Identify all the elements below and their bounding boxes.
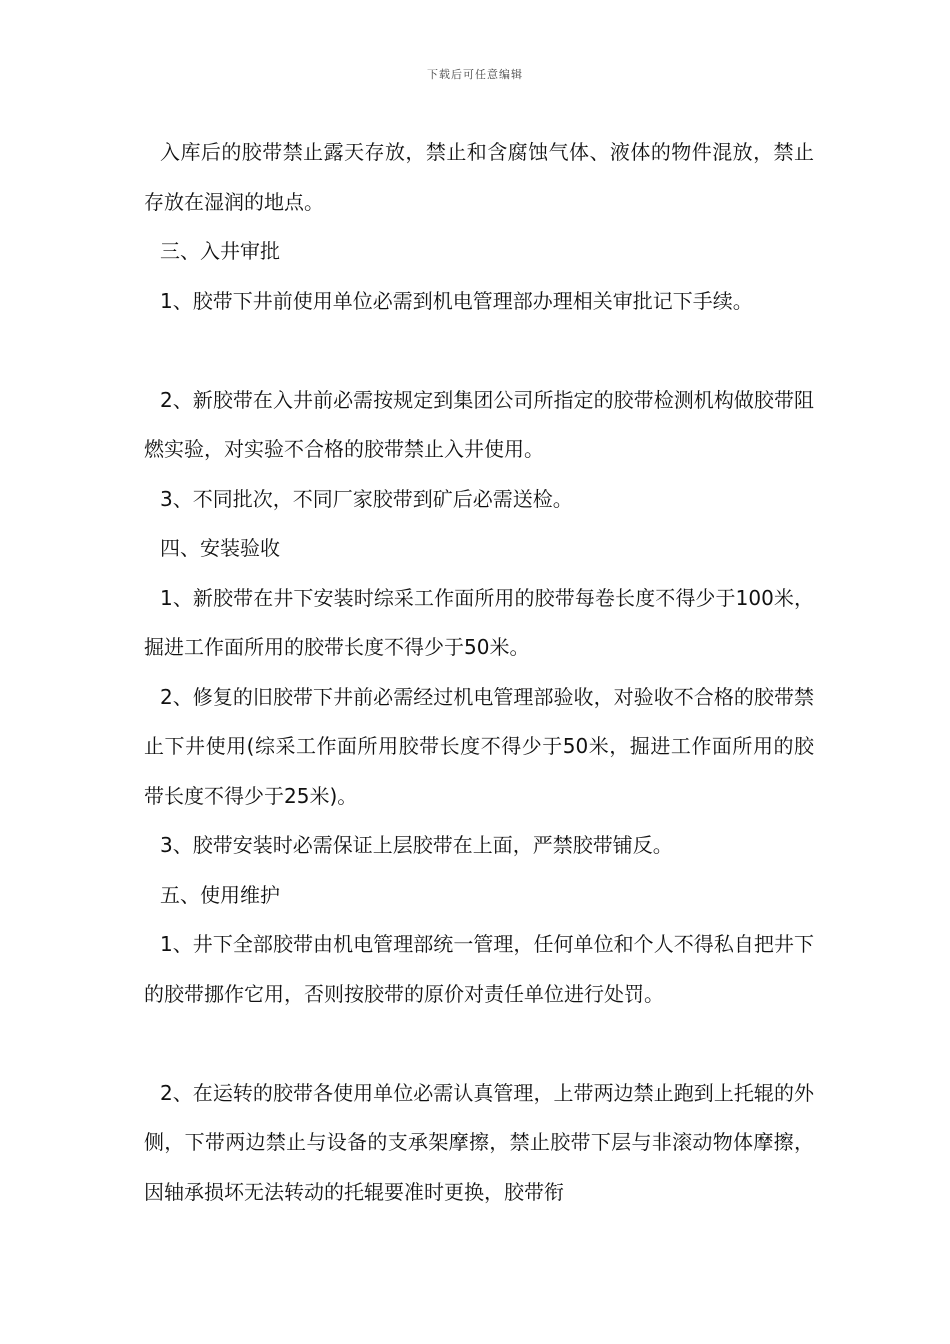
paragraph-installation-1: 1、新胶带在井下安装时综采工作面所用的胶带每卷长度不得少于100米，掘进工作面所用的胶带长度不得少于50米。 (144, 585, 814, 659)
paragraph-approval-1: 1、胶带下井前使用单位必需到机电管理部办理相关审批记下手续。 (160, 288, 753, 313)
paragraph-storage: 入库后的胶带禁止露天存放，禁止和含腐蚀气体、液体的物件混放，禁止存放在湿润的地点。 (144, 140, 814, 214)
paragraph-approval-2: 2、新胶带在入井前必需按规定到集团公司所指定的胶带检测机构做胶带阻燃实验，对实验不合格的胶带禁止入井使用。 (144, 387, 814, 461)
paragraph-approval-3: 3、不同批次，不同厂家胶带到矿后必需送检。 (160, 486, 573, 511)
paragraph-installation-2: 2、修复的旧胶带下井前必需经过机电管理部验收，对验收不合格的胶带禁止下井使用(综采工作面所用胶带长度不得少于50米，掘进工作面所用的胶带长度不得少于25米)。 (144, 684, 814, 808)
page-header: 下载后可任意编辑 (427, 68, 523, 81)
paragraph-maintenance-1: 1、井下全部胶带由机电管理部统一管理，任何单位和个人不得私自把井下的胶带挪作它用，否则按胶带的原价对责任单位进行处罚。 (144, 932, 814, 1006)
paragraph-installation-3: 3、胶带安装时必需保证上层胶带在上面，严禁胶带铺反。 (160, 833, 673, 857)
section-heading-installation: 四、安装验收 (160, 536, 280, 560)
section-heading-approval: 三、入井审批 (160, 239, 280, 263)
document-body (144, 128, 814, 1217)
paragraph-maintenance-2: 2、在运转的胶带各使用单位必需认真管理，上带两边禁止跑到上托辊的外侧，下带两边禁止与设备的支承架摩擦，禁止胶带下层与非滚动物体摩擦，因轴承损坏无法转动的托辊要准时更换，胶带衔 (144, 1080, 814, 1204)
section-heading-maintenance: 五、使用维护 (160, 882, 280, 907)
